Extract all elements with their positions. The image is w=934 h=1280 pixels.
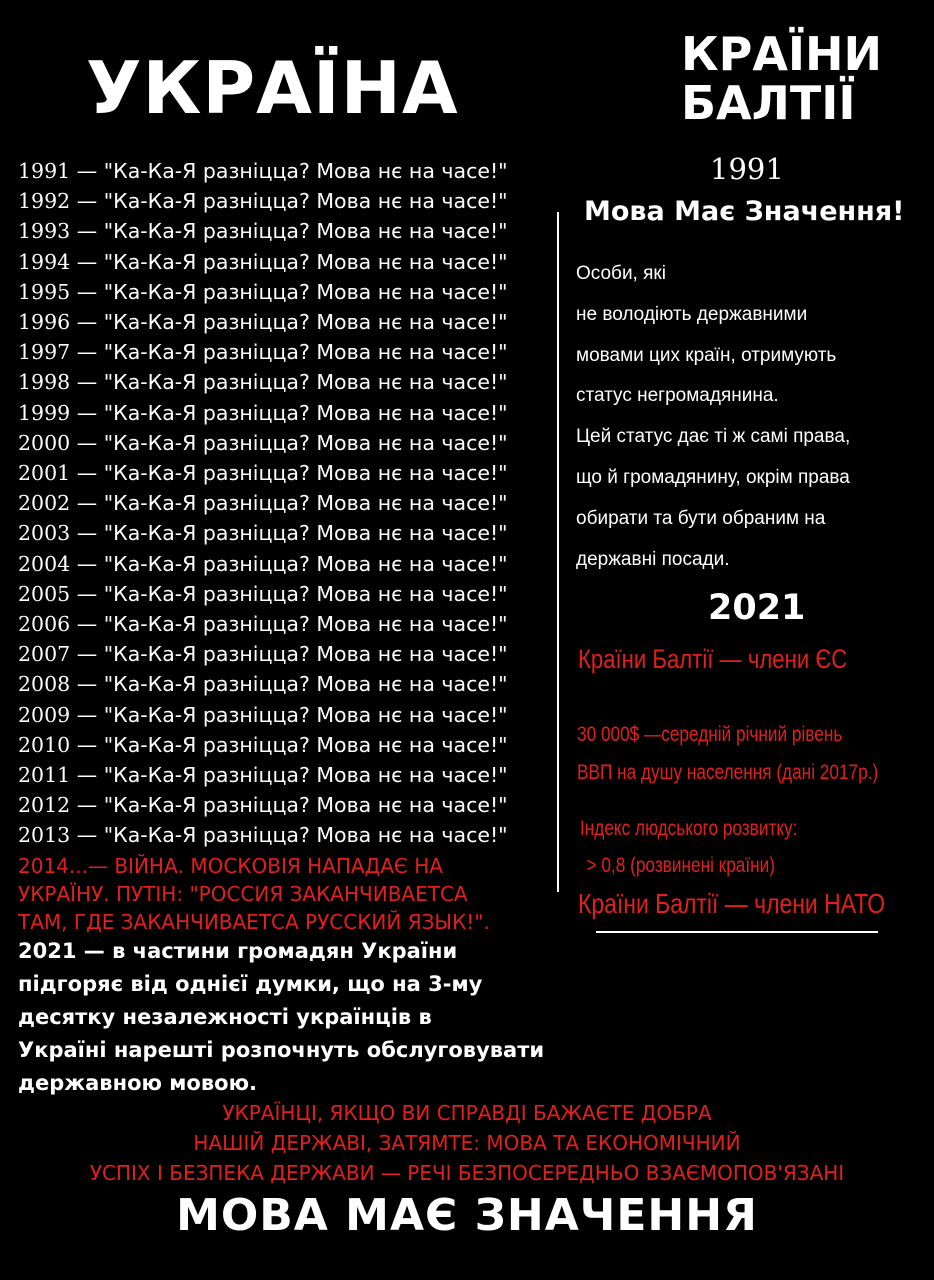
year-line xyxy=(18,337,558,367)
year-line xyxy=(18,669,558,699)
appeal-line: УКРАЇНЦІ, ЯКЩО ВИ СПРАВДІ БАЖАЄТЕ ДОБРА xyxy=(222,1101,712,1125)
year-label: 1997 xyxy=(18,340,71,365)
year-line xyxy=(18,609,558,639)
year-line xyxy=(18,398,558,428)
bottom-slogan: МОВА МАЄ ЗНАЧЕННЯ xyxy=(176,1190,758,1241)
description-line: статус негромадянина. xyxy=(576,385,779,407)
year-label: 1993 xyxy=(18,219,71,244)
war-statement xyxy=(18,852,588,936)
paragraph-line: 2021 — в частини громадян України xyxy=(18,939,458,963)
right-title-line: БАЛТІЇ xyxy=(681,76,856,130)
eu-membership: Країни Балтії — члени ЄС xyxy=(578,644,848,674)
year-text: — "Ка-Ка-Я разніцца? Мова нє на часе!" xyxy=(70,732,508,757)
appeal-line: УСПІХ І БЕЗПЕКА ДЕРЖАВИ — РЕЧІ БЕЗПОСЕРЕДНЬО ВЗАЄМОПОВ'ЯЗАНІ xyxy=(89,1161,845,1185)
gdp-info xyxy=(577,716,878,792)
gdp-line: 30 000$ —середній річний рівень xyxy=(577,723,843,746)
year-label: 1998 xyxy=(18,370,71,395)
left-title: УКРАЇНА xyxy=(86,46,459,130)
year-line xyxy=(18,488,558,518)
right-title xyxy=(681,27,883,130)
year-label: 1996 xyxy=(18,310,71,335)
year-line xyxy=(18,549,558,579)
year-text: — "Ка-Ка-Я разніцца? Мова нє на часе!" xyxy=(70,340,508,365)
underline-divider xyxy=(596,931,878,933)
year-label: 2012 xyxy=(18,793,71,818)
paragraph-line: Україні нарешті розпочнуть обслуговувати xyxy=(18,1038,545,1062)
year-label: 2002 xyxy=(18,491,71,516)
year-text: — "Ка-Ка-Я разніцца? Мова нє на часе!" xyxy=(70,310,508,335)
description-line: не володіють державними xyxy=(576,303,808,325)
hdi-line: > 0,8 (розвинені країни) xyxy=(586,854,776,877)
year-line xyxy=(18,307,558,337)
years-list xyxy=(18,156,558,851)
year-text: — "Ка-Ка-Я разніцца? Мова нє на часе!" xyxy=(70,551,508,576)
year-text: — "Ка-Ка-Я разніцца? Мова нє на часе!" xyxy=(70,612,508,637)
description-line: що й громадянину, окрім права xyxy=(576,466,850,488)
paragraph-line: державною мовою. xyxy=(18,1071,257,1095)
year-label: 2009 xyxy=(18,702,71,727)
year-text: — "Ка-Ка-Я разніцца? Мова нє на часе!" xyxy=(70,400,508,425)
year-text: — "Ка-Ка-Я разніцца? Мова нє на часе!" xyxy=(70,461,508,486)
year-label: 2004 xyxy=(18,551,71,576)
year-text: — "Ка-Ка-Я разніцца? Мова нє на часе!" xyxy=(70,189,508,214)
year-line xyxy=(18,186,558,216)
hdi-line: Індекс людського розвитку: xyxy=(580,817,798,840)
year-line xyxy=(18,790,558,820)
year-text: — "Ка-Ка-Я разніцца? Мова нє на часе!" xyxy=(70,430,508,455)
paragraph-line: десятку незалежності українців в xyxy=(18,1005,432,1029)
year-label: 1995 xyxy=(18,279,71,304)
year-text: — "Ка-Ка-Я разніцца? Мова нє на часе!" xyxy=(70,581,508,606)
right-description xyxy=(576,254,926,580)
year-text: — "Ка-Ка-Я разніцца? Мова нє на часе!" xyxy=(70,793,508,818)
right-year-1991: 1991 xyxy=(710,152,784,186)
hdi-info xyxy=(580,810,797,884)
year-text: — "Ка-Ка-Я разніцца? Мова нє на часе!" xyxy=(70,491,508,516)
year-text: — "Ка-Ка-Я разніцца? Мова нє на часе!" xyxy=(70,249,508,274)
year-label: 2011 xyxy=(18,763,71,788)
year-text: — "Ка-Ка-Я разніцца? Мова нє на часе!" xyxy=(70,219,508,244)
year-line xyxy=(18,820,558,850)
year-text: — "Ка-Ка-Я разніцца? Мова нє на часе!" xyxy=(70,370,508,395)
year-line xyxy=(18,760,558,790)
year-text: — "Ка-Ка-Я разніцца? Мова нє на часе!" xyxy=(70,521,508,546)
year-label: 2000 xyxy=(18,430,71,455)
year-text: — "Ка-Ка-Я разніцца? Мова нє на часе!" xyxy=(70,279,508,304)
year-text: — "Ка-Ка-Я разніцца? Мова нє на часе!" xyxy=(70,159,508,183)
right-year-2021: 2021 xyxy=(708,588,806,628)
year-text: — "Ка-Ка-Я разніцца? Мова нє на часе!" xyxy=(70,702,508,727)
year-label: 1991 xyxy=(18,159,71,183)
description-line: Особи, які xyxy=(576,263,666,284)
year-label: 2010 xyxy=(18,732,71,757)
year-label: 2003 xyxy=(18,521,71,546)
year-text: — "Ка-Ка-Я разніцца? Мова нє на часе!" xyxy=(70,672,508,697)
year-label: 1999 xyxy=(18,400,71,425)
year-line xyxy=(18,700,558,730)
year-line xyxy=(18,458,558,488)
year-text: — "Ка-Ка-Я разніцца? Мова нє на часе!" xyxy=(70,642,508,667)
war-line: 2014...— ВІЙНА. МОСКОВІЯ НАПАДАЄ НА xyxy=(18,854,443,878)
year-line xyxy=(18,428,558,458)
year-label: 2006 xyxy=(18,612,71,637)
right-title-line: КРАЇНИ xyxy=(681,27,883,81)
year-label: 2007 xyxy=(18,642,71,667)
year-line xyxy=(18,156,558,186)
year-line xyxy=(18,518,558,548)
year-line xyxy=(18,247,558,277)
column-divider xyxy=(557,212,559,892)
description-line: Цей статус дає ті ж самі права, xyxy=(576,426,851,448)
description-line: обирати та бути обраним на xyxy=(576,507,826,529)
year-line xyxy=(18,277,558,307)
war-line: УКРАЇНУ. ПУТІН: "РОССИЯ ЗАКАНЧИВАЕТСА xyxy=(18,882,468,906)
year-label: 2005 xyxy=(18,581,71,606)
year-line xyxy=(18,639,558,669)
year-line xyxy=(18,730,558,760)
nato-membership: Країни Балтії — члени НАТО xyxy=(578,888,886,919)
year-label: 1994 xyxy=(18,249,71,274)
year-text: — "Ка-Ка-Я разніцца? Мова нє на часе!" xyxy=(70,823,508,848)
description-line: державні посади. xyxy=(576,548,730,570)
year-line xyxy=(18,579,558,609)
gdp-line: ВВП на душу населення (дані 2017р.) xyxy=(577,761,879,784)
war-line: ТАМ, ГДЕ ЗАКАНЧИВАЕТСА РУССКИЙ ЯЗЫК!". xyxy=(18,910,490,934)
paragraph-2021 xyxy=(18,935,578,1100)
right-slogan: Мова Має Значення! xyxy=(584,196,905,227)
year-label: 1992 xyxy=(18,189,71,214)
year-text: — "Ка-Ка-Я разніцца? Мова нє на часе!" xyxy=(70,763,508,788)
year-label: 2001 xyxy=(18,461,71,486)
year-line xyxy=(18,216,558,246)
paragraph-line: підгоряє від однієї думки, що на 3-му xyxy=(18,972,483,996)
description-line: мовами цих країн, отримують xyxy=(576,344,837,366)
year-label: 2008 xyxy=(18,672,71,697)
year-label: 2013 xyxy=(18,823,71,848)
appeal-text xyxy=(0,1098,934,1188)
appeal-line: НАШІЙ ДЕРЖАВІ, ЗАТЯМТЕ: МОВА ТА ЕКОНОМІЧНИЙ xyxy=(193,1131,741,1155)
year-line xyxy=(18,367,558,397)
